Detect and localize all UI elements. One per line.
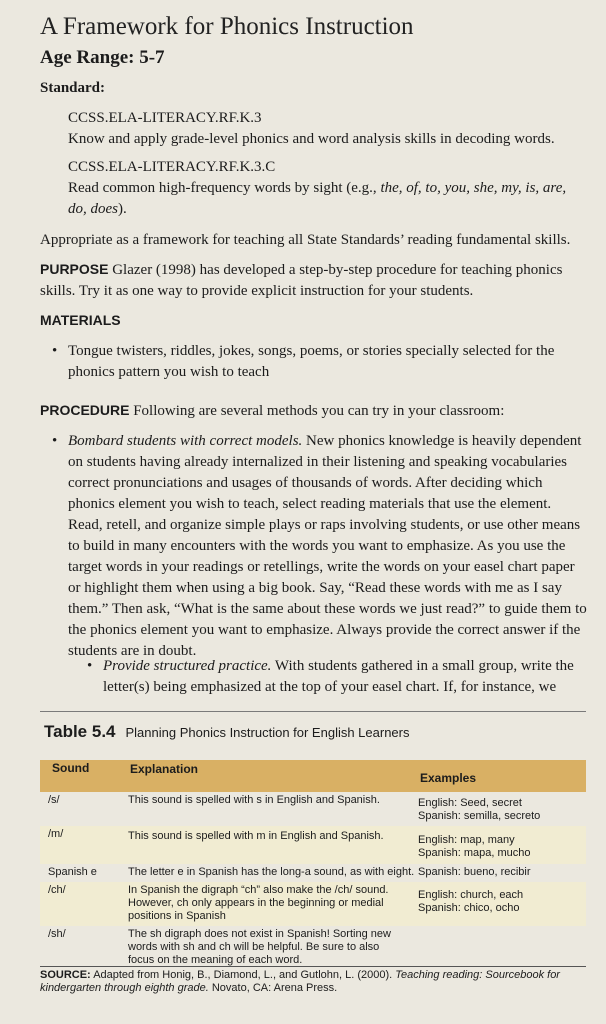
- row-explanation: The letter e in Spanish has the long-a sound, as with eight.: [128, 866, 415, 878]
- bullet-icon: •: [87, 658, 93, 674]
- table-header: [40, 760, 586, 792]
- bullet-icon: •: [52, 343, 58, 359]
- table-top-rule: [40, 711, 586, 712]
- materials-label: MATERIALS: [40, 312, 121, 328]
- row-explanation: In Spanish the digraph “ch” also make the /ch/ sound. However, ch only appears in the beginning or medial positions in Spanish: [128, 884, 389, 922]
- procedure-item-1: [52, 431, 588, 662]
- standard-1-code: CCSS.ELA-LITERACY.RF.K.3: [68, 110, 262, 126]
- standard-2-text-post: ).: [118, 201, 127, 217]
- age-range: Age Range: 5-7: [40, 47, 165, 68]
- row-explanation: This sound is spelled with m in English and Spanish.: [128, 830, 384, 842]
- procedure-paragraph: [40, 400, 588, 422]
- procedure-item-1-lead: Bombard students with correct models.: [68, 433, 303, 449]
- table-number: Table 5.4: [44, 722, 116, 741]
- example-spanish: Spanish: chico, ocho: [418, 902, 520, 914]
- procedure-item-2-lead: Provide structured practice.: [103, 658, 272, 674]
- row-sound: /s/: [48, 794, 60, 806]
- table-bottom-rule: [40, 966, 586, 967]
- table-row: [40, 926, 586, 966]
- table-row: [40, 882, 586, 926]
- standard-2-text-pre: Read common high-frequency words by sight (e.g.,: [68, 180, 381, 196]
- purpose-paragraph: [40, 259, 588, 302]
- example-spanish: Spanish: mapa, mucho: [418, 847, 531, 859]
- procedure-item-1-text: New phonics knowledge is heavily dependent on students having already internalized in their listening and speaking vocabularies correct pronunciations and usages of thousands of words. After deciding which phonics element you wish to teach, select reading materials that use the element. Read, retell, and organize simple plays or raps involving students, or use other means to build in many encounters with the words you want to emphasize. As you use the target words in your readings or retellings, write the words on your easel chart paper or highlight them when using a big book. Say, “Read these words with me as I say them.” Then ask, “What is the same about these words we just read?” to guide them to the phonics element you want to emphasize. Always provide the correct answer if the students are in doubt.: [68, 433, 587, 659]
- appropriate-note: Appropriate as a framework for teaching all State Standards’ reading fundamental skills.: [40, 232, 571, 248]
- bullet-icon: •: [52, 433, 58, 449]
- row-sound: /sh/: [48, 928, 66, 940]
- source-label: SOURCE:: [40, 969, 91, 981]
- procedure-item-2-text: With students gathered in a small group, write the letter(s) being emphasized at the top of your easel chart. If, for instance, we: [103, 658, 574, 695]
- materials-item-text: Tongue twisters, riddles, jokes, songs, poems, or stories specially selected for the phonics pattern you wish to teach: [68, 343, 555, 380]
- standard-1-text: Know and apply grade-level phonics and word analysis skills in decoding words.: [68, 131, 555, 147]
- standard-2: [68, 157, 588, 220]
- standard-2-code: CCSS.ELA-LITERACY.RF.K.3.C: [68, 159, 276, 175]
- page-title: A Framework for Phonics Instruction: [40, 13, 414, 40]
- header-examples: Examples: [420, 771, 477, 785]
- row-examples: [418, 889, 583, 915]
- example-spanish: Spanish: semilla, secreto: [418, 810, 541, 822]
- example-english: English: Seed, secret: [418, 797, 522, 809]
- row-explanation: This sound is spelled with s in English and Spanish.: [128, 794, 380, 806]
- table-row: [40, 864, 586, 882]
- table-row: [40, 792, 586, 826]
- row-examples: [418, 797, 583, 823]
- table-caption: Planning Phonics Instruction for English Learners: [125, 725, 410, 740]
- procedure-item-2: [87, 656, 588, 698]
- standard-2-text: [68, 178, 588, 220]
- example-english: English: church, each: [418, 889, 524, 901]
- header-sound: Sound: [52, 761, 90, 775]
- source-title: Teaching reading: Sourcebook for kindergarten through eighth grade.: [40, 969, 560, 994]
- row-explanation: The sh digraph does not exist in Spanish! Sorting new words with sh and ch will be helpful. Be sure to also focus on the meaning of each word.: [128, 928, 391, 966]
- source-post: Novato, CA: Arena Press.: [211, 982, 338, 994]
- purpose-text: Glazer (1998) has developed a step-by-step procedure for teaching phonics skills. Try it as one way to provide explicit instruction for your students.: [40, 262, 563, 299]
- table-row: [40, 826, 586, 864]
- row-examples: [418, 866, 583, 879]
- purpose-label: PURPOSE: [40, 261, 109, 277]
- table-title: [44, 722, 410, 742]
- standard-2-words: the, of, to, you, she, my, is, are, do, does: [68, 180, 567, 217]
- standard-1: [68, 108, 588, 150]
- row-sound: Spanish e: [48, 866, 97, 878]
- standard-label: Standard:: [40, 80, 106, 96]
- table-source: [40, 969, 586, 995]
- source-pre: Adapted from Honig, B., Diamond, L., and Gutlohn, L. (2000).: [93, 969, 393, 981]
- materials-item: [52, 341, 588, 383]
- header-explanation: Explanation: [130, 762, 199, 776]
- procedure-label: PROCEDURE: [40, 402, 130, 418]
- example-spanish: Spanish: bueno, recibir: [418, 866, 531, 878]
- row-sound: /ch/: [48, 884, 66, 896]
- row-examples: [418, 834, 583, 860]
- example-english: English: map, many: [418, 834, 515, 846]
- procedure-intro: Following are several methods you can try in your classroom:: [133, 403, 505, 419]
- row-sound: /m/: [48, 828, 64, 840]
